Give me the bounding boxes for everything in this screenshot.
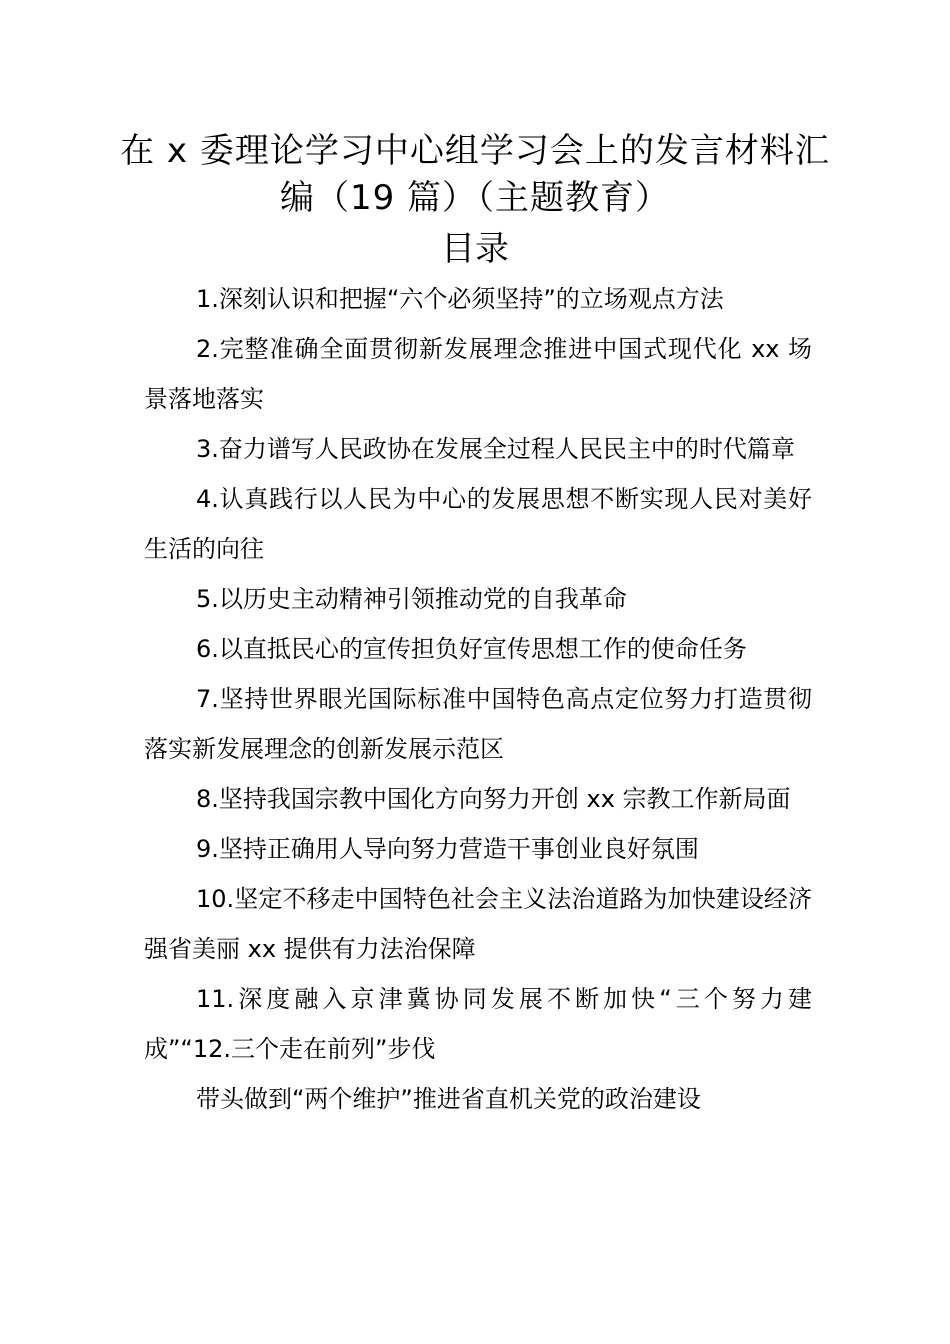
toc-item: 带头做到“两个维护”推进省直机关党的政治建设 — [196, 1085, 701, 1113]
toc-item: 6.以直抵民心的宣传担负好宣传思想工作的使命任务 — [196, 635, 747, 663]
toc-item: 11.深度融入京津冀协同发展不断加快“三个努力建成”“12.三个走在前列”步伐 — [144, 985, 812, 1063]
toc-item: 1.深刻认识和把握“六个必须坚持”的立场观点方法 — [196, 285, 724, 313]
toc-item: 5.以历史主动精神引领推动党的自我革命 — [196, 585, 627, 613]
toc-item: 4.认真践行以人民为中心的发展思想不断实现人民对美好生活的向往 — [144, 485, 812, 563]
document-title: 在 x 委理论学习中心组学习会上的发言材料汇编（19 篇）（主题教育） — [120, 131, 830, 218]
toc-item: 8.坚持我国宗教中国化方向努力开创 xx 宗教工作新局面 — [196, 785, 791, 813]
toc-list — [144, 274, 812, 1124]
toc-item: 7.坚持世界眼光国际标准中国特色高点定位努力打造贯彻落实新发展理念的创新发展示范区 — [144, 685, 812, 763]
toc-item: 9.坚持正确用人导向努力营造干事创业良好氛围 — [196, 835, 699, 863]
toc-item: 10.坚定不移走中国特色社会主义法治道路为加快建设经济强省美丽 xx 提供有力法治保障 — [144, 885, 812, 963]
toc-item: 2.完整准确全面贯彻新发展理念推进中国式现代化 xx 场景落地落实 — [144, 335, 812, 413]
toc-heading: 目录 — [441, 229, 509, 269]
toc-item: 3.奋力谱写人民政协在发展全过程人民民主中的时代篇章 — [196, 435, 795, 463]
